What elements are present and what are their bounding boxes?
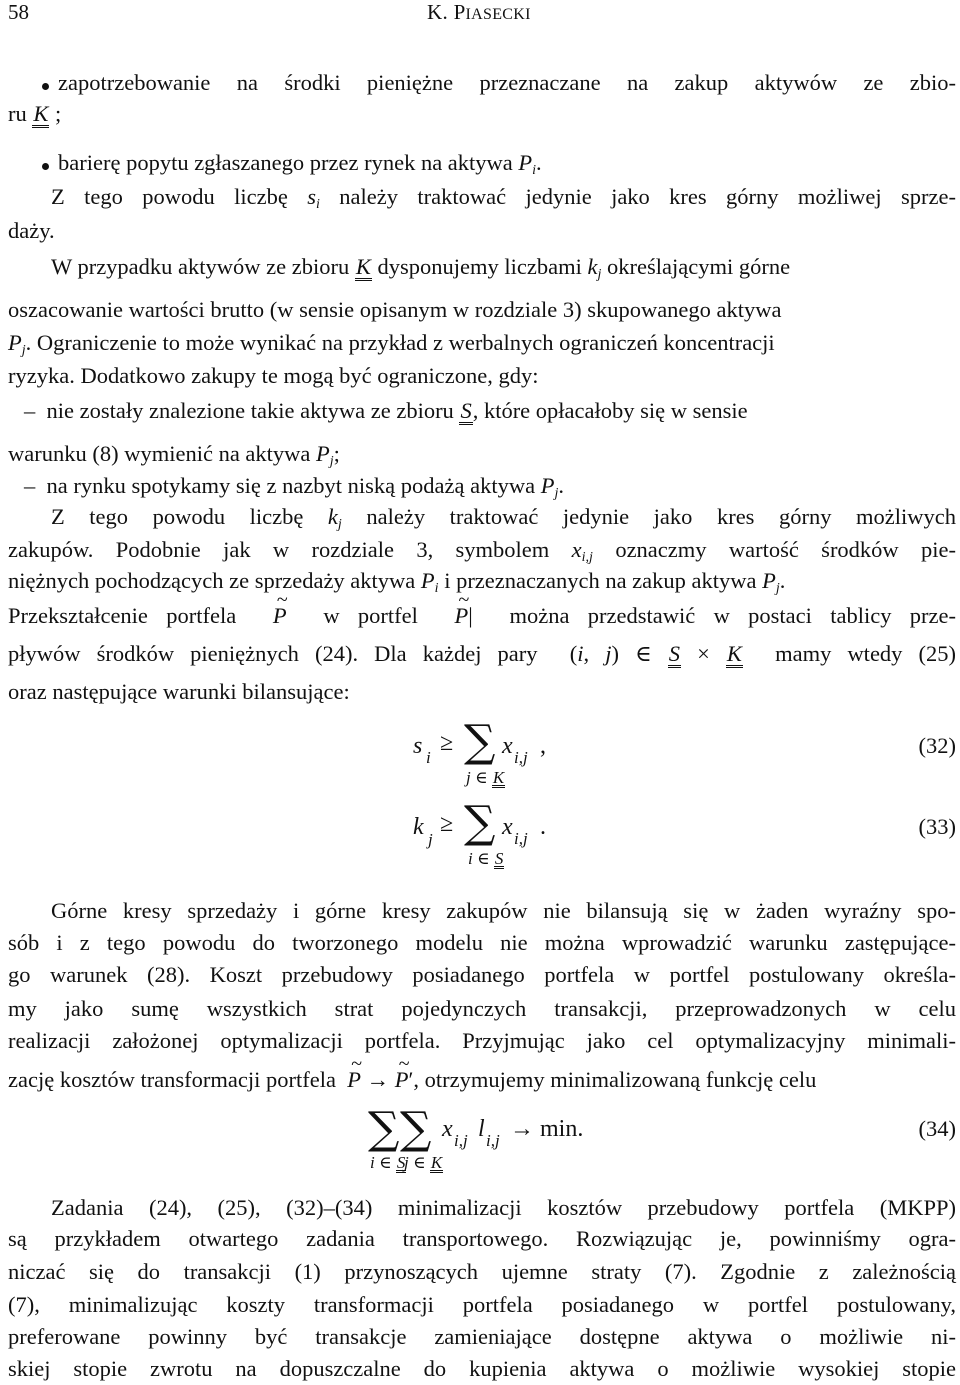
bullet-item-2: barierę popytu zgłaszanego przez rynek na aktywa $P_i$. xyxy=(8,149,960,177)
paragraph-line: oraz następujące warunki bilansujące: xyxy=(8,679,350,704)
paragraph-line: są przykładem otwartego zadania transportowego. Rozwiązując je, powinniśmy ogra- xyxy=(8,1226,956,1251)
bullet-icon xyxy=(42,163,49,170)
paragraph-line: niężnych pochodzących ze sprzedaży aktywa $P_i$ i przeznaczanych na zakup aktywa $P_j$. xyxy=(8,568,786,596)
paragraph-line: W przypadku aktywów ze zbioru K dysponujemy liczbami $k_j$ określającymi górne xyxy=(51,254,791,282)
bullet-item-1-cont: ru K ; xyxy=(8,101,62,126)
bullet-icon xyxy=(42,83,49,90)
paragraph-line: Z tego powodu liczbę $s_i$ należy traktować jedynie jako kres górny możliwej sprze- xyxy=(51,184,956,212)
dash-item-2: – na rynku spotykamy się z nazbyt niską podażą aktywa $P_j$. xyxy=(24,473,564,501)
paragraph-line: Przekształcenie portfela ~ P w portfel ~ P| można przedstawić w postaci tablicy prze- xyxy=(8,602,956,630)
running-head: K. PIASECKI xyxy=(427,0,531,24)
paragraph-line: Z tego powodu liczbę $k_j$ należy traktować jedynie jako kres górny możliwych xyxy=(51,504,957,532)
paragraph-line: Zadania (24), (25), (32)–(34) minimalizacji kosztów przebudowy portfela (MKPP) xyxy=(51,1195,956,1220)
paragraph-line: zację kosztów transformacji portfela ~ P → ~ P′, otrzymujemy minimalizowaną funkcję celu xyxy=(8,1066,956,1094)
paragraph-line: Górne kresy sprzedaży i górne kresy zakupów nie bilansują się w żaden wyraźny spo- xyxy=(51,898,956,923)
paragraph-line: pływów środków pieniężnych (24). Dla każdej pary (i, j) ∈ S × K mamy wtedy (25) xyxy=(8,641,956,666)
paragraph-line: (7), minimalizując koszty transformacji portfela posiadanego w portfel postulowany, xyxy=(8,1292,956,1317)
paragraph-line: ryzyka. Dodatkowo zakupy te mogą być ograniczone, gdy: xyxy=(8,363,539,388)
paragraph-line: oszacowanie wartości brutto (w sensie opisanym w rozdziale 3) skupowanego aktywa xyxy=(8,297,782,322)
paragraph-line: sób i z tego powodu do tworzonego modelu nie można wprowadzić warunku zastępujące- xyxy=(8,930,956,955)
paragraph-line: daży. xyxy=(8,218,55,243)
dash-item-1-cont: warunku (8) wymienić na aktywa $P_j$; xyxy=(8,441,340,469)
page-number: 58 xyxy=(8,0,29,24)
paragraph-line: realizacji założonej optymalizacji portfela. Przyjmując jako cel optymalizacyjny minimali- xyxy=(8,1028,956,1053)
paragraph-line: zakupów. Podobnie jak w rozdziale 3, symbolem $x_{i,j}$ oznaczmy wartość środków pie- xyxy=(8,537,957,565)
document-page: 58 K. PIASECKI zapotrzebowanie na środki pieniężne przeznaczane na zakup aktywów ze zbio- ru K ; barierę popytu zgłaszanego przez rynek na aktywa $P_i$. Z tego powodu liczbę $s_i$ należy traktować jedynie jako kres górny możliwej sprze- daży. W przypadku aktywów ze zbioru K dysponujemy liczbami $k_j$ określającymi górne oszacowanie wartości brutto (w sensie opisanym w rozdziale 3) skupowanego aktywa $P_j$. Ograniczenie to może wynikać na przykład z werbalnych ograniczeń koncentracji ryzyka. Dodatkowo zakupy te mogą być ograniczone, gdy: – nie zostały znalezione takie aktywa ze zbioru S, które opłacałoby się w sensie warunku (8) wymienić na aktywa $P_j$; – na rynku spotykamy się z nazbyt niską podażą aktywa $P_j$. Z tego powodu liczbę $k_j$ należy traktować jedynie jako kres górny możliwych zakupów. Podobnie jak w rozdziale 3, symbolem $x_{i,j}$ oznaczmy wartość środków pie- niężnych pochodzących ze sprzedaży aktywa $P_i$ i przeznaczanych na zakup aktywa $P_j$. Przekształcenie portfela ~ P w portfel ~ P| można przedstawić w postaci tablicy prze- pływów środków pieniężnych (24). Dla każdej pary (i, j) ∈ S × K mamy wtedy (25) oraz następujące warunki bilansujące: s i ≥ ∑ x i,j , j ∈ K (32) k j ≥ ∑ x i,j . i ∈ S (33) Górne kresy sprzedaży i górne kresy zakupów nie bilansują się w żaden wyraźny spo- sób i z tego powodu do tworzonego modelu nie można wprowadzić warunku zastępujące- go warunek (28). Koszt przebudowy posiadanego portfela w portfel postulowany określa- my jako sumę wszystkich strat pojedynczych transakcji, przeprowadzonych w celu realizacji założonej optymalizacji portfela. Przyjmując jako cel optymalizacyjny minimali- zację kosztów transformacji portfela ~ P → ~ P′, otrzymujemy minimalizowaną funkcję celu ∑ ∑ x i,j l i,j → min. i ∈ S j ∈ K (34) Zadania (24), (25), (32)–(34) minimalizacji kosztów przebudowy portfela (MKPP) są przykładem otwartego zadania transportowego. Rozwiązując je, powinniśmy ogra- niczać się do transakcji (1) przynoszących ujemne straty (7). Zgodnie z zależnością (7), minimalizując koszty transformacji portfela posiadanego w portfel postulowany, preferowane powinny być transakcje zamieniające dostępne aktywa o możliwie ni- skiej stopie zwrotu na dopuszczalne do kupienia aktywa o możliwie wysokiej stopie xyxy=(0,0,960,1385)
paragraph-line: skiej stopie zwrotu na dopuszczalne do kupienia aktywa o możliwie wysokiej stopie xyxy=(8,1356,956,1381)
paragraph-line: preferowane powinny być transakcje zamieniające dostępne aktywa o możliwie ni- xyxy=(8,1324,956,1349)
dash-item-1: – nie zostały znalezione takie aktywa ze zbioru S, które opłacałoby się w sensie xyxy=(24,398,748,423)
paragraph-line: niczać się do transakcji (1) przynoszących ujemne straty (7). Zgodnie z zależnością xyxy=(8,1259,956,1284)
bullet-item-1: zapotrzebowanie na środki pieniężne przeznaczane na zakup aktywów ze zbio- xyxy=(8,69,956,97)
paragraph-line: $P_j$. Ograniczenie to może wynikać na przykład z werbalnych ograniczeń koncentracji xyxy=(8,330,775,358)
paragraph-line: my jako sumę wszystkich strat pojedynczych transakcji, przeprowadzonych w celu xyxy=(8,996,956,1021)
paragraph-line: go warunek (28). Koszt przebudowy posiadanego portfela w portfel postulowany określa- xyxy=(8,962,956,987)
